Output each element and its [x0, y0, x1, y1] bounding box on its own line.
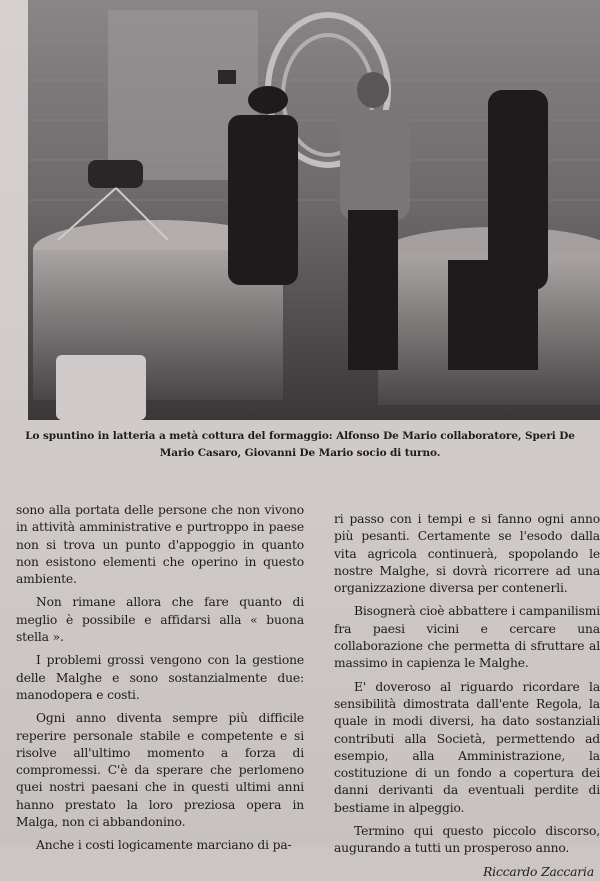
- paragraph: ri passo con i tempi e si fanno ogni anno più pesanti. Certamente se l'esodo dalla vita agricola continuerà, spopolando le nostre Malghe, si dovrà ricorrere ad una organizzazione diversa per contenerli.: [334, 512, 600, 596]
- caption-line-1: Lo spuntino in latteria a metà cottura del formaggio: Alfonso De Mario collaboratore, Speri De: [25, 430, 575, 442]
- paragraph: E' doveroso al riguardo ricordare la sensibilità dimostrata dall'ente Regola, la quale in modi diversi, ha dato sostanziali contributi alla Società, permettendo ad esempio, alla Amministrazione, la costituzione di un fondo a copertura dei danni derivanti da eventuali perdite di bestiame in alpeggio.: [334, 679, 600, 815]
- caption-line-2: Mario Casaro, Giovanni De Mario socio di turno.: [159, 447, 441, 459]
- right-column: [334, 511, 600, 881]
- left-column: [16, 502, 304, 861]
- paragraph: Non rimane allora che fare quanto di meglio è possibile e affidarsi alla « buona stella ».: [16, 595, 304, 645]
- photo-drawing: [28, 0, 600, 420]
- paragraph: Termino qui questo piccolo discorso, augurando a tutti un prosperoso anno.: [334, 824, 600, 856]
- paragraph: Bisognerà cioè abbattere i campanilismi fra paesi vicini e cercare una collaborazione che permetta di sfruttare al massimo in capienza le Malghe.: [334, 604, 600, 671]
- photo-caption: [14, 428, 586, 462]
- paragraph: I problemi grossi vengono con la gestione delle Malghe e sono sostanzialmente due: manodopera e costi.: [16, 653, 304, 702]
- paragraph: Anche i costi logicamente marciano di pa-: [36, 838, 292, 853]
- photo-image: [28, 0, 600, 420]
- author-signature: Riccardo Zaccaria: [483, 864, 594, 879]
- paragraph: sono alla portata delle persone che non vivono in attività amministrative e purtroppo in paese non si trova un punto d'appoggio in quanto non esistono elementi che operino in questo ambiente.: [16, 503, 304, 587]
- paragraph: Ogni anno diventa sempre più difficile reperire personale stabile e competente e si risolve all'ultimo momento a forza di compromessi. C'è da sperare che perlomeno quei nostri paesani che in questi ultimi anni hanno prestato la loro preziosa opera in Malga, non ci abbandonino.: [16, 711, 304, 830]
